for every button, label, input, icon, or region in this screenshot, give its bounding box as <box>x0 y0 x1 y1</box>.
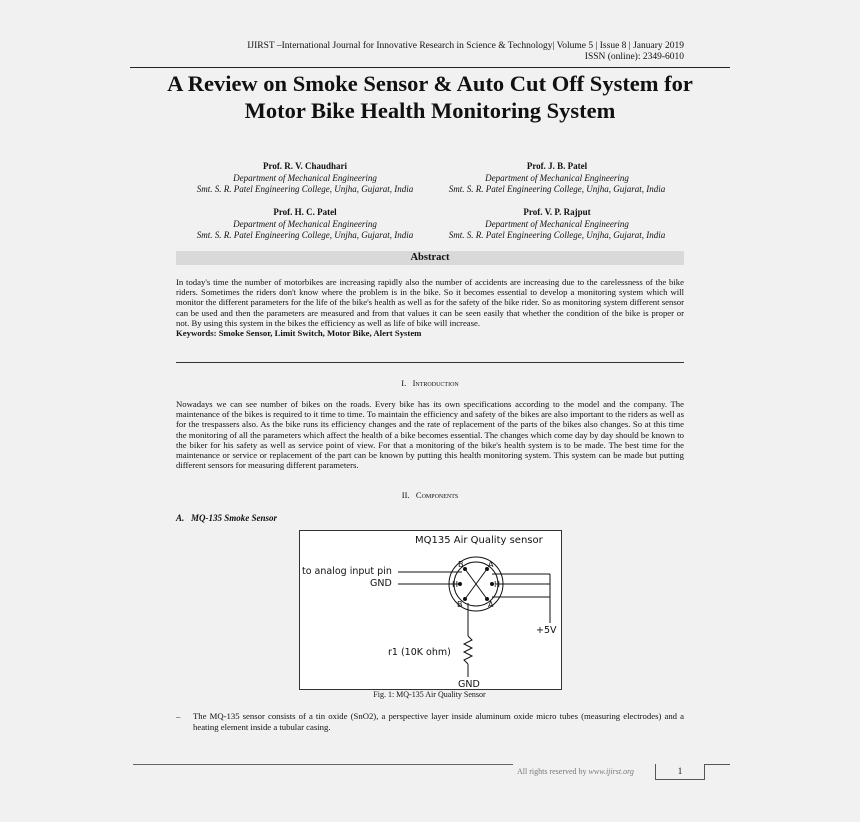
resistor-zigzag <box>464 636 472 664</box>
author-dept: Department of Mechanical Engineering <box>485 218 629 229</box>
author-block <box>432 207 682 242</box>
subsection-number: A. <box>176 513 185 523</box>
abstract-heading: Abstract <box>176 251 684 265</box>
pin-a-bottom-label: A <box>488 600 494 609</box>
rights-text: All rights reserved by <box>517 767 589 776</box>
abstract-rule <box>176 362 684 363</box>
abstract-body: In today's time the number of motorbikes are increasing rapidly also the number of accidents are increasing due to the carelessness of the bike riders. Sometimes the riders don't know where the problem is in the bike. So it becomes essential to develop a monitoring system which will monitor the different parameters for the life of the bike's health as well as for the safety of the bike rider. So as monitoring system different sensor can be used and then the parameters are measured and from that values it can be seen easily that whether the condition of the bike is proper or not. By using this system in the bikes the efficiency as well as life of bike will increase. <box>176 277 684 328</box>
subsection-heading <box>176 513 277 523</box>
journal-issn: ISSN (online): 2349-6010 <box>584 52 684 62</box>
abstract-text <box>176 277 684 338</box>
footer-rule <box>133 764 513 765</box>
author-name: Prof. R. V. Chaudhari <box>262 161 348 171</box>
pin-a-top-label: A <box>488 560 494 569</box>
section-heading-components <box>176 490 684 500</box>
section-number: I. <box>401 378 407 388</box>
author-dept: Department of Mechanical Engineering <box>485 172 629 183</box>
author-college: Smt. S. R. Patel Engineering College, Unjha, Gujarat, India <box>196 184 414 194</box>
figure-caption: Fig. 1: MQ-135 Air Quality Sensor <box>373 690 486 699</box>
circuit-diagram <box>300 531 561 689</box>
gnd-bottom-label: GND <box>458 679 480 689</box>
journal-name: IJIRST –International Journal for Innovative Research in Science & Technology| Volume 5 | Issue 8 | January 2019 <box>247 41 684 51</box>
sensor-diagram <box>299 530 562 690</box>
pin-dot <box>458 582 462 586</box>
author-college: Smt. S. R. Patel Engineering College, Unjha, Gujarat, India <box>196 230 414 240</box>
introduction-text: Nowadays we can see number of bikes on the roads. Every bike has its own specifications according to the model and the company. The maintenance of the bikes is required to it time to time. To maintain the efficiency and safety of the bikes are also important to the riders as well as for the trespassers also. As the bike runs its efficiency changes and the rate of replacement of the parts of the bikes also changes. So at this time the monitoring of all the parameters which affect the health of a bike becomes essential. The changes which come day by day should be known to the biker for his safety as well as service point of view. For that a monitoring of the bike's health system is to be made. The best time for the maintenance or service or replacement of the part can be known by putting this health monitoring system. This system can be made but putting different sensors for measuring different parameters. <box>176 399 684 471</box>
bullet-text: The MQ-135 sensor consists of a tin oxide (SnO2), a perspective layer inside aluminum oxide micro tubes (measuring electrodes) and a heating element inside a tubular casing. <box>193 711 684 732</box>
paper-title: A Review on Smoke Sensor & Auto Cut Off System for Motor Bike Health Monitoring System <box>167 71 693 123</box>
footer-rule-right <box>704 764 730 765</box>
bullet-dash: – <box>176 711 181 721</box>
author-college: Smt. S. R. Patel Engineering College, Unjha, Gujarat, India <box>448 230 666 240</box>
pin-dot <box>463 567 467 571</box>
journal-header <box>247 41 684 63</box>
bullet-item <box>176 711 684 732</box>
keywords: Keywords: Smoke Sensor, Limit Switch, Motor Bike, Alert System <box>176 328 422 339</box>
pin-h-right-label: H <box>494 580 501 589</box>
footer-link[interactable]: www.ijirst.org <box>588 767 634 776</box>
section-title: Components <box>415 490 459 500</box>
author-dept: Department of Mechanical Engineering <box>233 218 377 229</box>
pin-b-bottom-label: B <box>457 600 463 609</box>
resistor-label: r1 (10K ohm) <box>388 647 451 658</box>
page-number: 1 <box>655 764 705 780</box>
diagram-title: MQ135 Air Quality sensor <box>415 535 543 546</box>
pin-b-top-label: B <box>458 560 464 569</box>
author-name: Prof. V. P. Rajput <box>523 207 591 217</box>
author-dept: Department of Mechanical Engineering <box>233 172 377 183</box>
footer-rights <box>517 767 634 776</box>
gnd-left-label: GND <box>370 578 392 589</box>
section-number: II. <box>401 490 410 500</box>
author-college: Smt. S. R. Patel Engineering College, Unjha, Gujarat, India <box>448 184 666 194</box>
author-name: Prof. J. B. Patel <box>526 161 588 171</box>
author-block <box>432 161 682 196</box>
section-title: Introduction <box>412 378 459 388</box>
header-rule <box>130 67 730 68</box>
subsection-title: MQ-135 Smoke Sensor <box>191 513 278 523</box>
author-block <box>180 207 430 242</box>
plus5v-label: +5V <box>536 625 557 636</box>
pin-dot <box>463 597 467 601</box>
author-name: Prof. H. C. Patel <box>273 207 337 217</box>
analog-pin-label: to analog input pin <box>302 566 392 577</box>
author-block <box>180 161 430 196</box>
pin-h-left-label: H <box>452 580 459 589</box>
section-heading-introduction <box>176 378 684 388</box>
circuit-wires <box>398 557 550 677</box>
